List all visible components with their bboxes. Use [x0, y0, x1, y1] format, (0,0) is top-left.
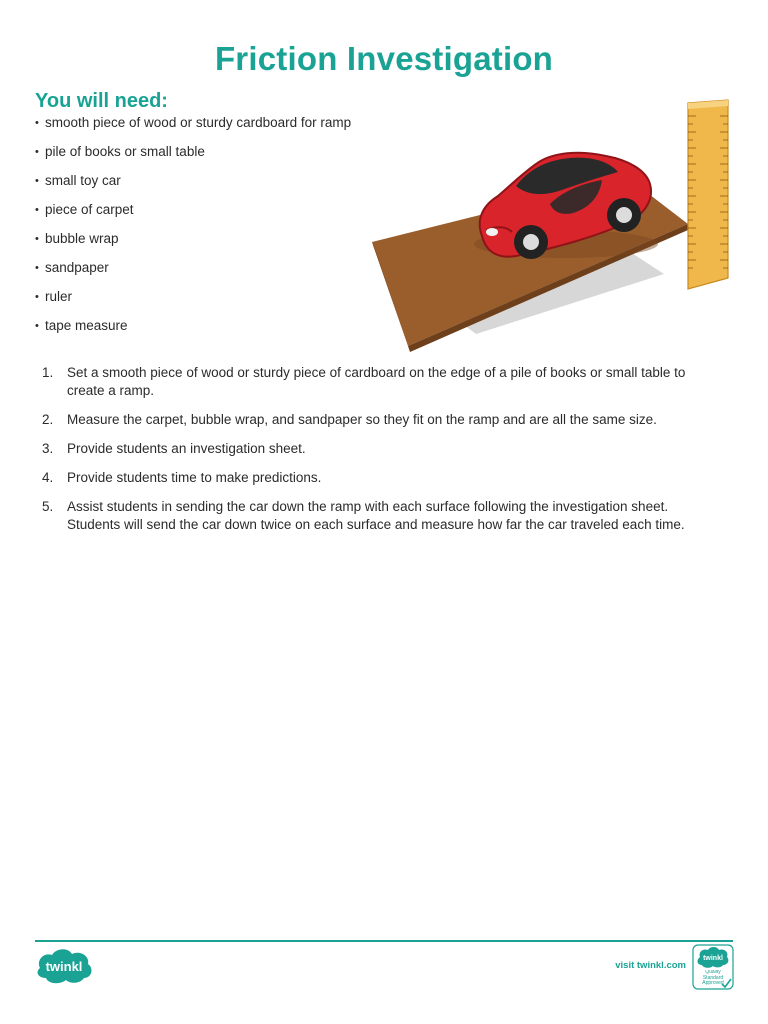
- step-text: Assist students in sending the car down the ramp with each surface following the investigation sheet. Students will send the car down twice on each surface and measure how far the car traveled each time.: [67, 499, 685, 532]
- instruction-step: [42, 411, 702, 429]
- quality-badge-icon: [692, 944, 734, 990]
- step-text: Provide students an investigation sheet.: [67, 441, 306, 456]
- step-number: 4.: [42, 470, 54, 485]
- step-number: 3.: [42, 441, 54, 456]
- bullet-icon: •: [35, 320, 39, 332]
- logo-text: twinkl: [45, 959, 83, 974]
- bullet-icon: •: [35, 117, 39, 129]
- supply-item-label: small toy car: [45, 173, 121, 188]
- supply-item-label: bubble wrap: [45, 231, 119, 246]
- supply-item: [35, 201, 351, 230]
- twinkl-logo[interactable]: [34, 946, 96, 986]
- supply-item: [35, 317, 351, 346]
- supply-item: [35, 114, 351, 143]
- bullet-icon: •: [35, 204, 39, 216]
- instruction-step: [42, 498, 702, 534]
- supply-item: [35, 172, 351, 201]
- supplies-heading: You will need:: [35, 90, 168, 112]
- step-text: Measure the carpet, bubble wrap, and sandpaper so they fit on the ramp and are all the same size.: [67, 412, 657, 427]
- supply-item: [35, 259, 351, 288]
- supply-item-label: ruler: [45, 289, 73, 304]
- visit-twinkl-link[interactable]: visit twinkl.com: [615, 960, 686, 971]
- bullet-icon: •: [35, 291, 39, 303]
- instructions-list: [42, 364, 702, 545]
- step-text: Provide students time to make predictions.: [67, 470, 322, 485]
- ramp-illustration: [366, 96, 736, 356]
- instruction-step: [42, 469, 702, 487]
- step-number: 5.: [42, 499, 54, 514]
- badge-caption: Quality Standard Approved: [702, 970, 724, 986]
- supply-item: [35, 288, 351, 317]
- supply-item-label: piece of carpet: [45, 202, 134, 217]
- ruler-icon: [688, 100, 728, 289]
- supply-item: [35, 230, 351, 259]
- step-text: Set a smooth piece of wood or sturdy piece of cardboard on the edge of a pile of books or small table to create a ramp.: [67, 365, 686, 398]
- footer-divider: [35, 940, 733, 942]
- supply-item-label: pile of books or small table: [45, 144, 205, 159]
- supplies-list: [35, 114, 351, 346]
- bullet-icon: •: [35, 146, 39, 158]
- step-number: 2.: [42, 412, 54, 427]
- page-title: Friction Investigation: [214, 40, 554, 77]
- step-number: 1.: [42, 365, 54, 380]
- supply-item-label: smooth piece of wood or sturdy cardboard for ramp: [45, 115, 352, 130]
- supply-item-label: sandpaper: [45, 260, 109, 275]
- instruction-step: [42, 364, 702, 400]
- supply-item-label: tape measure: [45, 318, 128, 333]
- supply-item: [35, 143, 351, 172]
- instruction-step: [42, 440, 702, 458]
- badge-brand-text: twinkl: [703, 955, 723, 962]
- bullet-icon: •: [35, 175, 39, 187]
- toy-car-icon: [474, 153, 658, 259]
- bullet-icon: •: [35, 262, 39, 274]
- bullet-icon: •: [35, 233, 39, 245]
